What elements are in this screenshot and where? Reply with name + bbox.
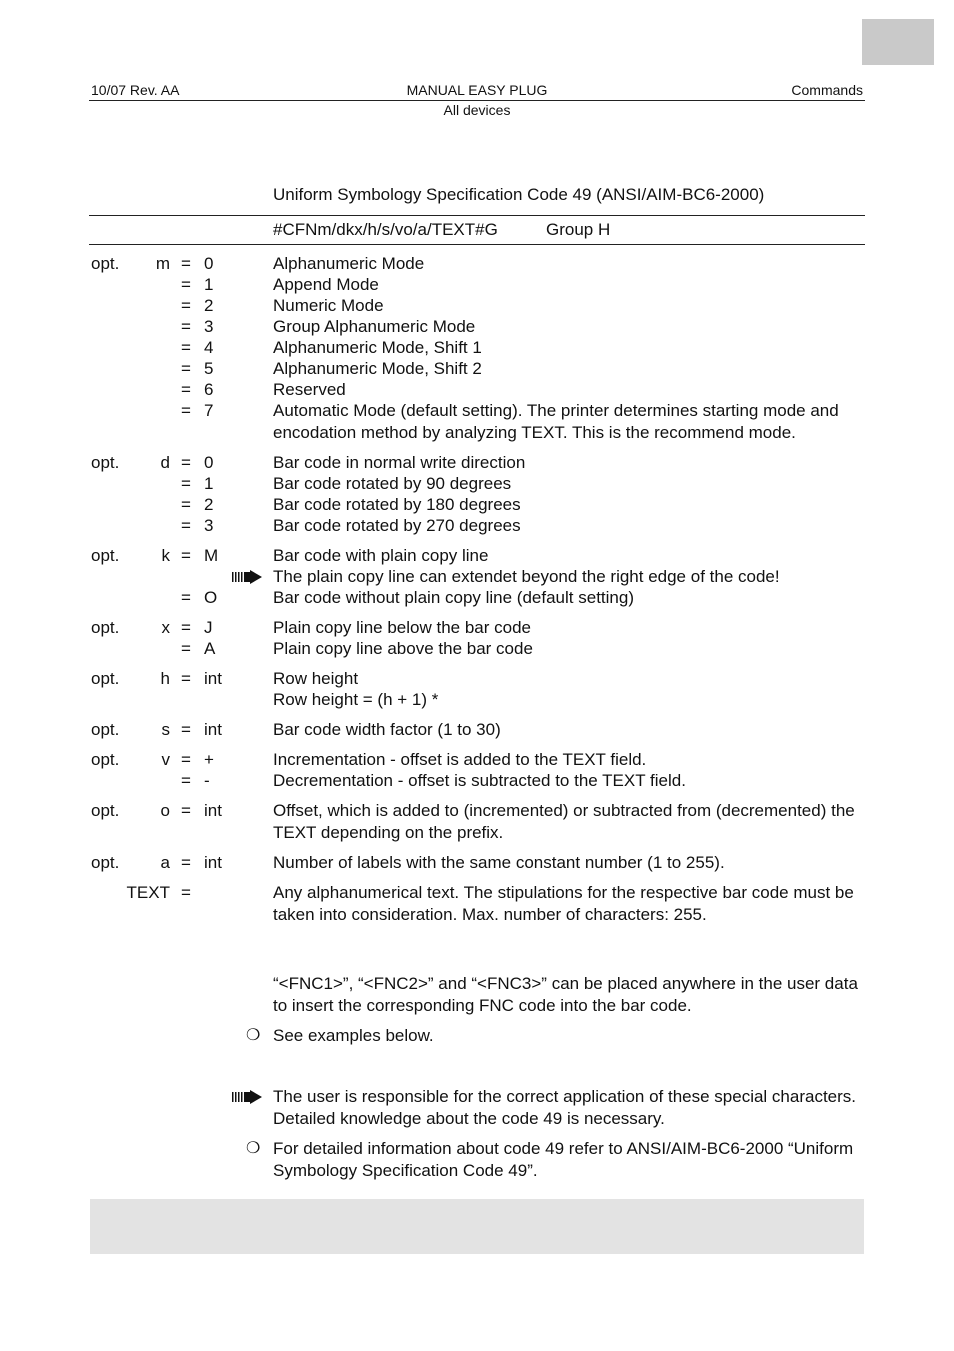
parameter-table: [0, 253, 954, 925]
param-description: Row height: [273, 669, 359, 688]
param-equals: =: [181, 453, 191, 472]
param-optional-label: opt.: [91, 254, 120, 273]
param-value: +: [204, 750, 214, 769]
param-variable: TEXT: [126, 883, 170, 902]
parameter-row: [0, 852, 954, 873]
page-corner-tab: [862, 19, 934, 65]
param-variable: x: [161, 618, 170, 637]
param-value: int: [204, 853, 222, 872]
parameter-row: [0, 400, 954, 443]
param-description: Number of labels with the same constant number (1 to 255).: [273, 853, 725, 872]
param-description: Incrementation - offset is added to the TEXT field.: [273, 750, 647, 769]
parameter-row: [0, 515, 954, 536]
param-value: 7: [204, 401, 214, 420]
parameter-row: [0, 253, 954, 274]
param-variable: k: [161, 546, 170, 565]
param-description: Any alphanumerical text. The stipulations for the respective bar code must be taken into consideration. Max. number of characters: 255.: [273, 883, 854, 924]
parameter-row: [0, 566, 954, 587]
param-description: Bar code rotated by 180 degrees: [273, 495, 521, 514]
parameter-row: [0, 274, 954, 295]
param-equals: =: [181, 495, 191, 514]
param-equals: =: [181, 254, 191, 273]
param-variable: s: [161, 720, 170, 739]
bullet-circle-icon: ❍: [246, 1140, 261, 1157]
param-value: 6: [204, 380, 214, 399]
param-equals: =: [181, 401, 191, 420]
parameter-row: [0, 494, 954, 515]
parameter-row: [0, 337, 954, 358]
parameter-row: [0, 638, 954, 659]
param-equals: =: [181, 618, 191, 637]
param-description: Bar code with plain copy line: [273, 546, 489, 565]
param-description: Reserved: [273, 380, 346, 399]
param-value: J: [204, 618, 213, 637]
param-description: Automatic Mode (default setting). The printer determines starting mode and encodation method by analyzing TEXT. This is the recommend mode.: [273, 401, 839, 442]
param-equals: =: [181, 771, 191, 790]
parameter-row: [0, 316, 954, 337]
param-optional-label: opt.: [91, 618, 120, 637]
param-equals: =: [181, 546, 191, 565]
param-value: A: [204, 639, 216, 658]
header-revision: 10/07 Rev. AA: [91, 82, 180, 98]
param-value: int: [204, 801, 222, 820]
header-devices: All devices: [443, 102, 511, 118]
parameter-row: [0, 668, 954, 689]
param-description: Bar code without plain copy line (default setting): [273, 588, 634, 607]
param-value: 2: [204, 495, 214, 514]
parameter-row: [0, 689, 954, 710]
param-description: The plain copy line can extendet beyond the right edge of the code!: [273, 567, 780, 586]
parameter-row: [0, 719, 954, 740]
param-description: Row height = (h + 1) *: [273, 690, 439, 709]
title-divider: [89, 215, 865, 216]
param-equals: =: [181, 516, 191, 535]
param-equals: =: [181, 853, 191, 872]
param-optional-label: opt.: [91, 853, 120, 872]
parameter-row: [0, 545, 954, 566]
param-equals: =: [181, 669, 191, 688]
param-description: Offset, which is added to (incremented) or subtracted from (decremented) the TEXT depending on the prefix.: [273, 801, 855, 842]
param-equals: =: [181, 317, 191, 336]
parameter-row: [0, 617, 954, 638]
param-variable: a: [160, 853, 170, 872]
param-value: 0: [204, 453, 214, 472]
param-value: 3: [204, 317, 214, 336]
parameter-row: [0, 587, 954, 608]
param-description: Bar code rotated by 270 degrees: [273, 516, 521, 535]
param-value: 4: [204, 338, 214, 357]
param-description: Alphanumeric Mode, Shift 1: [273, 338, 482, 357]
param-equals: =: [181, 380, 191, 399]
param-description: Append Mode: [273, 275, 379, 294]
parameter-row: [0, 882, 954, 925]
command-title: Uniform Symbology Specification Code 49 (ANSI/AIM-BC6-2000): [273, 185, 765, 204]
command-syntax: #CFNm/dkx/h/s/vo/a/TEXT#G: [273, 220, 498, 239]
param-optional-label: opt.: [91, 453, 120, 472]
parameter-row: [0, 358, 954, 379]
param-value: 0: [204, 254, 214, 273]
warning-note: The user is responsible for the correct application of these special characters. Detailed knowledge about the code 49 is necessary.: [273, 1087, 857, 1128]
param-optional-label: opt.: [91, 720, 120, 739]
param-equals: =: [181, 801, 191, 820]
parameter-row: [0, 295, 954, 316]
param-description: Bar code in normal write direction: [273, 453, 526, 472]
param-value: M: [204, 546, 219, 565]
param-description: Bar code rotated by 90 degrees: [273, 474, 512, 493]
examples-bullet: See examples below.: [273, 1026, 434, 1045]
param-equals: =: [181, 296, 191, 315]
param-description: Bar code width factor (1 to 30): [273, 720, 501, 739]
param-equals: =: [181, 720, 191, 739]
param-equals: =: [181, 275, 191, 294]
header-section: Commands: [791, 82, 863, 98]
fnc-note: “<FNC1>”, “<FNC2>” and “<FNC3>” can be placed anywhere in the user data to insert the corresponding FNC code into the bar code.: [273, 974, 858, 1015]
param-value: int: [204, 720, 222, 739]
pointing-hand-arrow-icon: [231, 570, 263, 584]
param-variable: m: [155, 254, 170, 273]
param-equals: =: [181, 474, 191, 493]
param-equals: =: [181, 750, 191, 769]
parameter-row: [0, 473, 954, 494]
param-equals: =: [181, 338, 191, 357]
parameter-row: [0, 452, 954, 473]
param-optional-label: opt.: [91, 750, 120, 769]
param-value: int: [204, 669, 222, 688]
header-manual-title: MANUAL EASY PLUG: [406, 82, 548, 98]
syntax-divider: [89, 244, 865, 245]
parameter-row: [0, 749, 954, 770]
param-value: 1: [204, 275, 214, 294]
param-description: Alphanumeric Mode: [273, 254, 425, 273]
param-value: 1: [204, 474, 214, 493]
param-description: Group Alphanumeric Mode: [273, 317, 476, 336]
reference-bullet: For detailed information about code 49 refer to ANSI/AIM-BC6-2000 “Uniform Symbology Specification Code 49”.: [273, 1139, 854, 1180]
param-value: O: [204, 588, 218, 607]
param-variable: v: [161, 750, 170, 769]
parameter-row: [0, 800, 954, 843]
param-equals: =: [181, 639, 191, 658]
parameter-row: [0, 379, 954, 400]
param-description: Plain copy line below the bar code: [273, 618, 531, 637]
header-divider: [89, 100, 865, 101]
param-value: -: [204, 771, 210, 790]
pointing-hand-arrow-icon: [231, 1090, 263, 1104]
param-value: 5: [204, 359, 214, 378]
parameter-row: [0, 770, 954, 791]
param-optional-label: opt.: [91, 669, 120, 688]
param-variable: d: [160, 453, 170, 472]
param-value: 3: [204, 516, 214, 535]
param-variable: o: [160, 801, 170, 820]
param-variable: h: [160, 669, 170, 688]
param-equals: =: [181, 359, 191, 378]
bullet-circle-icon: ❍: [246, 1027, 261, 1044]
param-optional-label: opt.: [91, 546, 120, 565]
param-description: Alphanumeric Mode, Shift 2: [273, 359, 482, 378]
param-description: Plain copy line above the bar code: [273, 639, 533, 658]
param-value: 2: [204, 296, 214, 315]
param-description: Decrementation - offset is subtracted to the TEXT field.: [273, 771, 686, 790]
param-description: Numeric Mode: [273, 296, 384, 315]
param-optional-label: opt.: [91, 801, 120, 820]
footer-bar: [90, 1199, 864, 1254]
param-equals: =: [181, 883, 191, 902]
param-equals: =: [181, 588, 191, 607]
command-group: Group H: [546, 220, 611, 239]
